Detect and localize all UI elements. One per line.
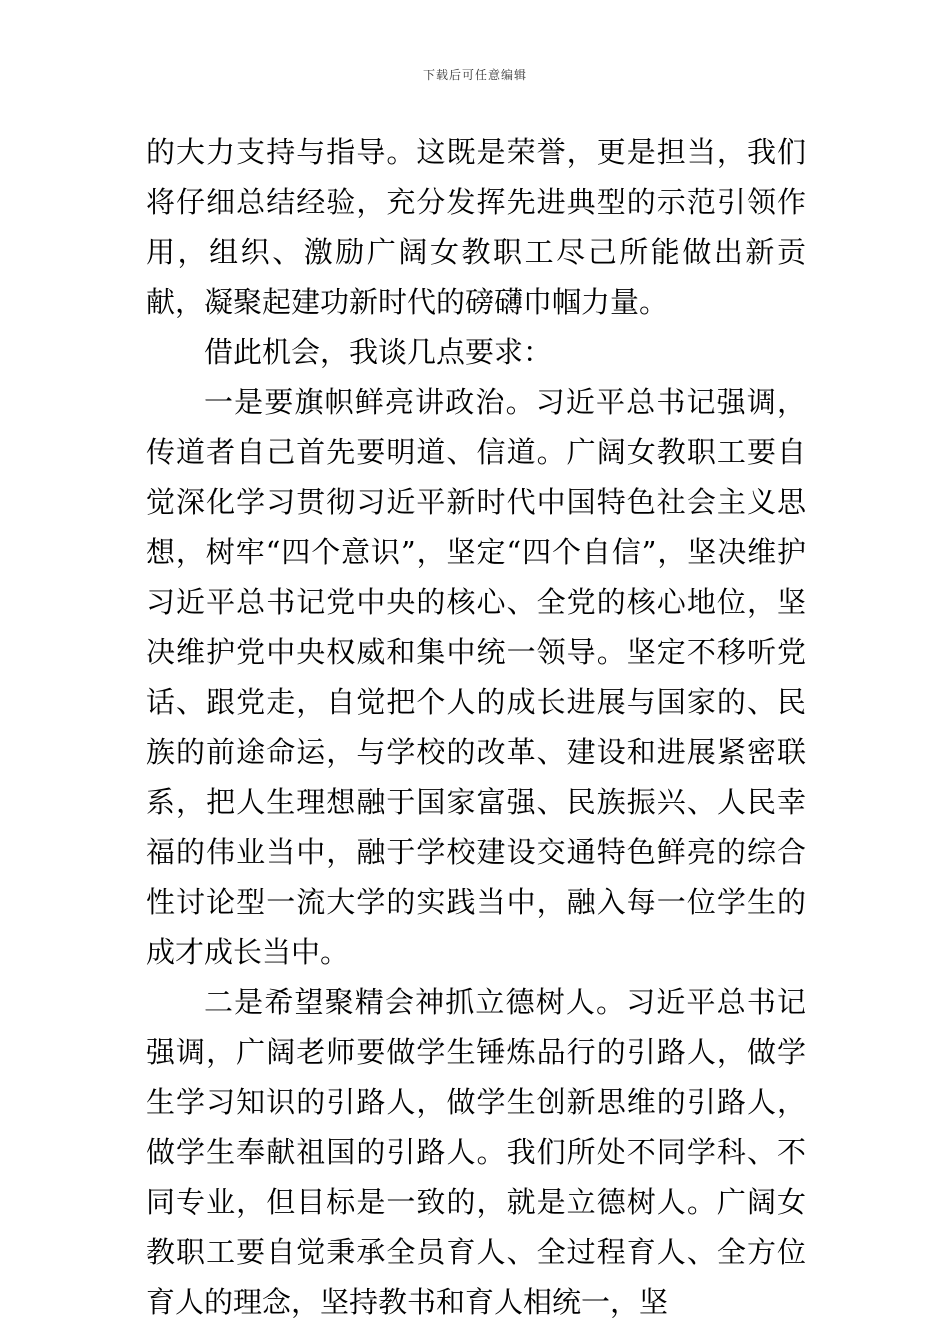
paragraph-point-two: 二是希望聚精会神抓立德树人。习近平总书记强调，广阔老师要做学生锤炼品行的引路人，做学生学习知识的引路人，做学生创新思维的引路人，做学生奉献祖国的引路人。我们所处不同学科、不同专业，但目标是一致的，就是立德树人。广阔女教职工要自觉秉承全员育人、全过程育人、全方位育人的理念，坚持教书和育人相统一，坚	[146, 985, 806, 1319]
document-body	[146, 127, 806, 1327]
page-header: 下载后可任意编辑	[422, 68, 527, 82]
paragraph-continuation: 的大力支持与指导。这既是荣誉，更是担当，我们将仔细总结经验，充分发挥先进典型的示范引领作用，组织、激励广阔女教职工尽己所能做出新贡献，凝聚起建功新时代的磅礴巾帼力量。	[146, 135, 806, 319]
paragraph-point-one: 一是要旗帜鲜亮讲政治。习近平总书记强调，传道者自己首先要明道、信道。广阔女教职工要自觉深化学习贯彻习近平新时代中国特色社会主义思想，树牢“四个意识”，坚定“四个自信”，坚决维护习近平总书记党中央的核心、全党的核心地位，坚决维护党中央权威和集中统一领导。坚定不移听党话、跟党走，自觉把个人的成长进展与国家的、民族的前途命运，与学校的改革、建设和进展紧密联系，把人生理想融于国家富强、民族振兴、人民幸福的伟业当中，融于学校建设交通特色鲜亮的综合性讨论型一流大学的实践当中，融入每一位学生的成才成长当中。	[146, 385, 806, 969]
paragraph-intro: 借此机会，我谈几点要求：	[204, 335, 553, 369]
